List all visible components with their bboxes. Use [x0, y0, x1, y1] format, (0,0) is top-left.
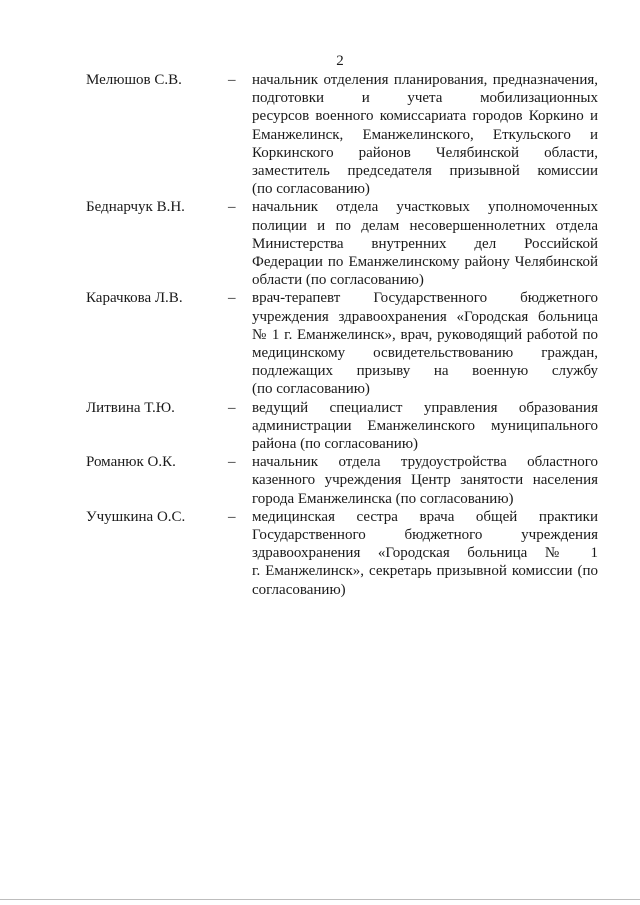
position-text-line: Федерации по Еманжелинскому району Челябинской: [252, 254, 598, 271]
dash-separator: –: [228, 199, 236, 216]
position-text-line: г. Еманжелинск», секретарь призывной комиссии (по: [252, 563, 598, 580]
member-entry: [86, 399, 606, 454]
position-text-line: начальник отдела участковых уполномоченных: [252, 199, 598, 216]
position-text-line: учреждения здравоохранения «Городская больница: [252, 308, 598, 325]
position-text-line: врач-терапевт Государственного бюджетного: [252, 290, 598, 307]
position-text-line: ведущий специалист управления образования: [252, 399, 598, 416]
position-text-line: № 1 г. Еманжелинск», врач, руководящий работой по: [252, 326, 598, 343]
member-entry: [86, 453, 606, 508]
member-position: [252, 289, 598, 398]
position-text-line: (по согласованию): [252, 381, 370, 398]
page-number: 2: [336, 53, 344, 69]
position-text-line: полиции и по делам несовершеннолетних отдела: [252, 217, 598, 234]
position-text-line: медицинскому освидетельствованию граждан,: [252, 345, 598, 362]
position-text-line: администрации Еманжелинского муниципального: [252, 417, 598, 434]
position-text-line: ресурсов военного комиссариата городов Коркино и: [252, 108, 598, 125]
member-position: [252, 508, 598, 599]
position-text-line: города Еманжелинска (по согласованию): [252, 490, 514, 507]
position-text-line: согласованию): [252, 581, 346, 598]
member-name: Мелюшов С.В.: [86, 72, 182, 88]
position-text-line: медицинская сестра врача общей практики: [252, 508, 598, 525]
dash-separator: –: [228, 72, 236, 88]
member-name: Карачкова Л.В.: [86, 290, 183, 307]
position-text-line: Еманжелинск, Еманжелинского, Еткульского и: [252, 126, 598, 143]
dash-separator: –: [228, 290, 236, 307]
member-position: [252, 399, 598, 454]
dash-separator: –: [228, 399, 236, 416]
commission-member-list: [86, 71, 606, 599]
member-entry: [86, 198, 606, 289]
position-text-line: (по согласованию): [252, 181, 370, 198]
position-text-line: здравоохранения «Городская больница № 1: [252, 545, 598, 562]
bottom-edge-line: [0, 899, 640, 900]
position-text-line: заместитель председателя призывной комиссии: [252, 163, 598, 180]
member-position: [252, 71, 598, 198]
member-position: [252, 453, 598, 508]
position-text-line: Коркинского районов Челябинской области,: [252, 144, 598, 161]
member-entry: [86, 71, 606, 198]
position-text-line: области (по согласованию): [252, 272, 424, 289]
member-position: [252, 198, 598, 289]
position-text-line: Министерства внутренних дел Российской: [252, 235, 598, 252]
member-entry: [86, 508, 606, 599]
member-name: Литвина Т.Ю.: [86, 399, 175, 416]
member-name: Беднарчук В.Н.: [86, 199, 185, 216]
position-text-line: казенного учреждения Центр занятости населения: [252, 472, 598, 489]
dash-separator: –: [228, 454, 236, 471]
position-text-line: начальник отдела трудоустройства областного: [252, 454, 598, 471]
dash-separator: –: [228, 508, 236, 525]
position-text-line: района (по согласованию): [252, 436, 419, 453]
member-entry: [86, 289, 606, 398]
position-text-line: начальник отделения планирования, предназначения,: [252, 72, 598, 88]
position-text-line: Государственного бюджетного учреждения: [252, 527, 598, 544]
member-name: Учушкина О.С.: [86, 508, 186, 525]
member-name: Романюк О.К.: [86, 454, 176, 471]
position-text-line: подготовки и учета мобилизационных: [252, 90, 598, 107]
position-text-line: подлежащих призыву на военную службу: [252, 363, 598, 380]
